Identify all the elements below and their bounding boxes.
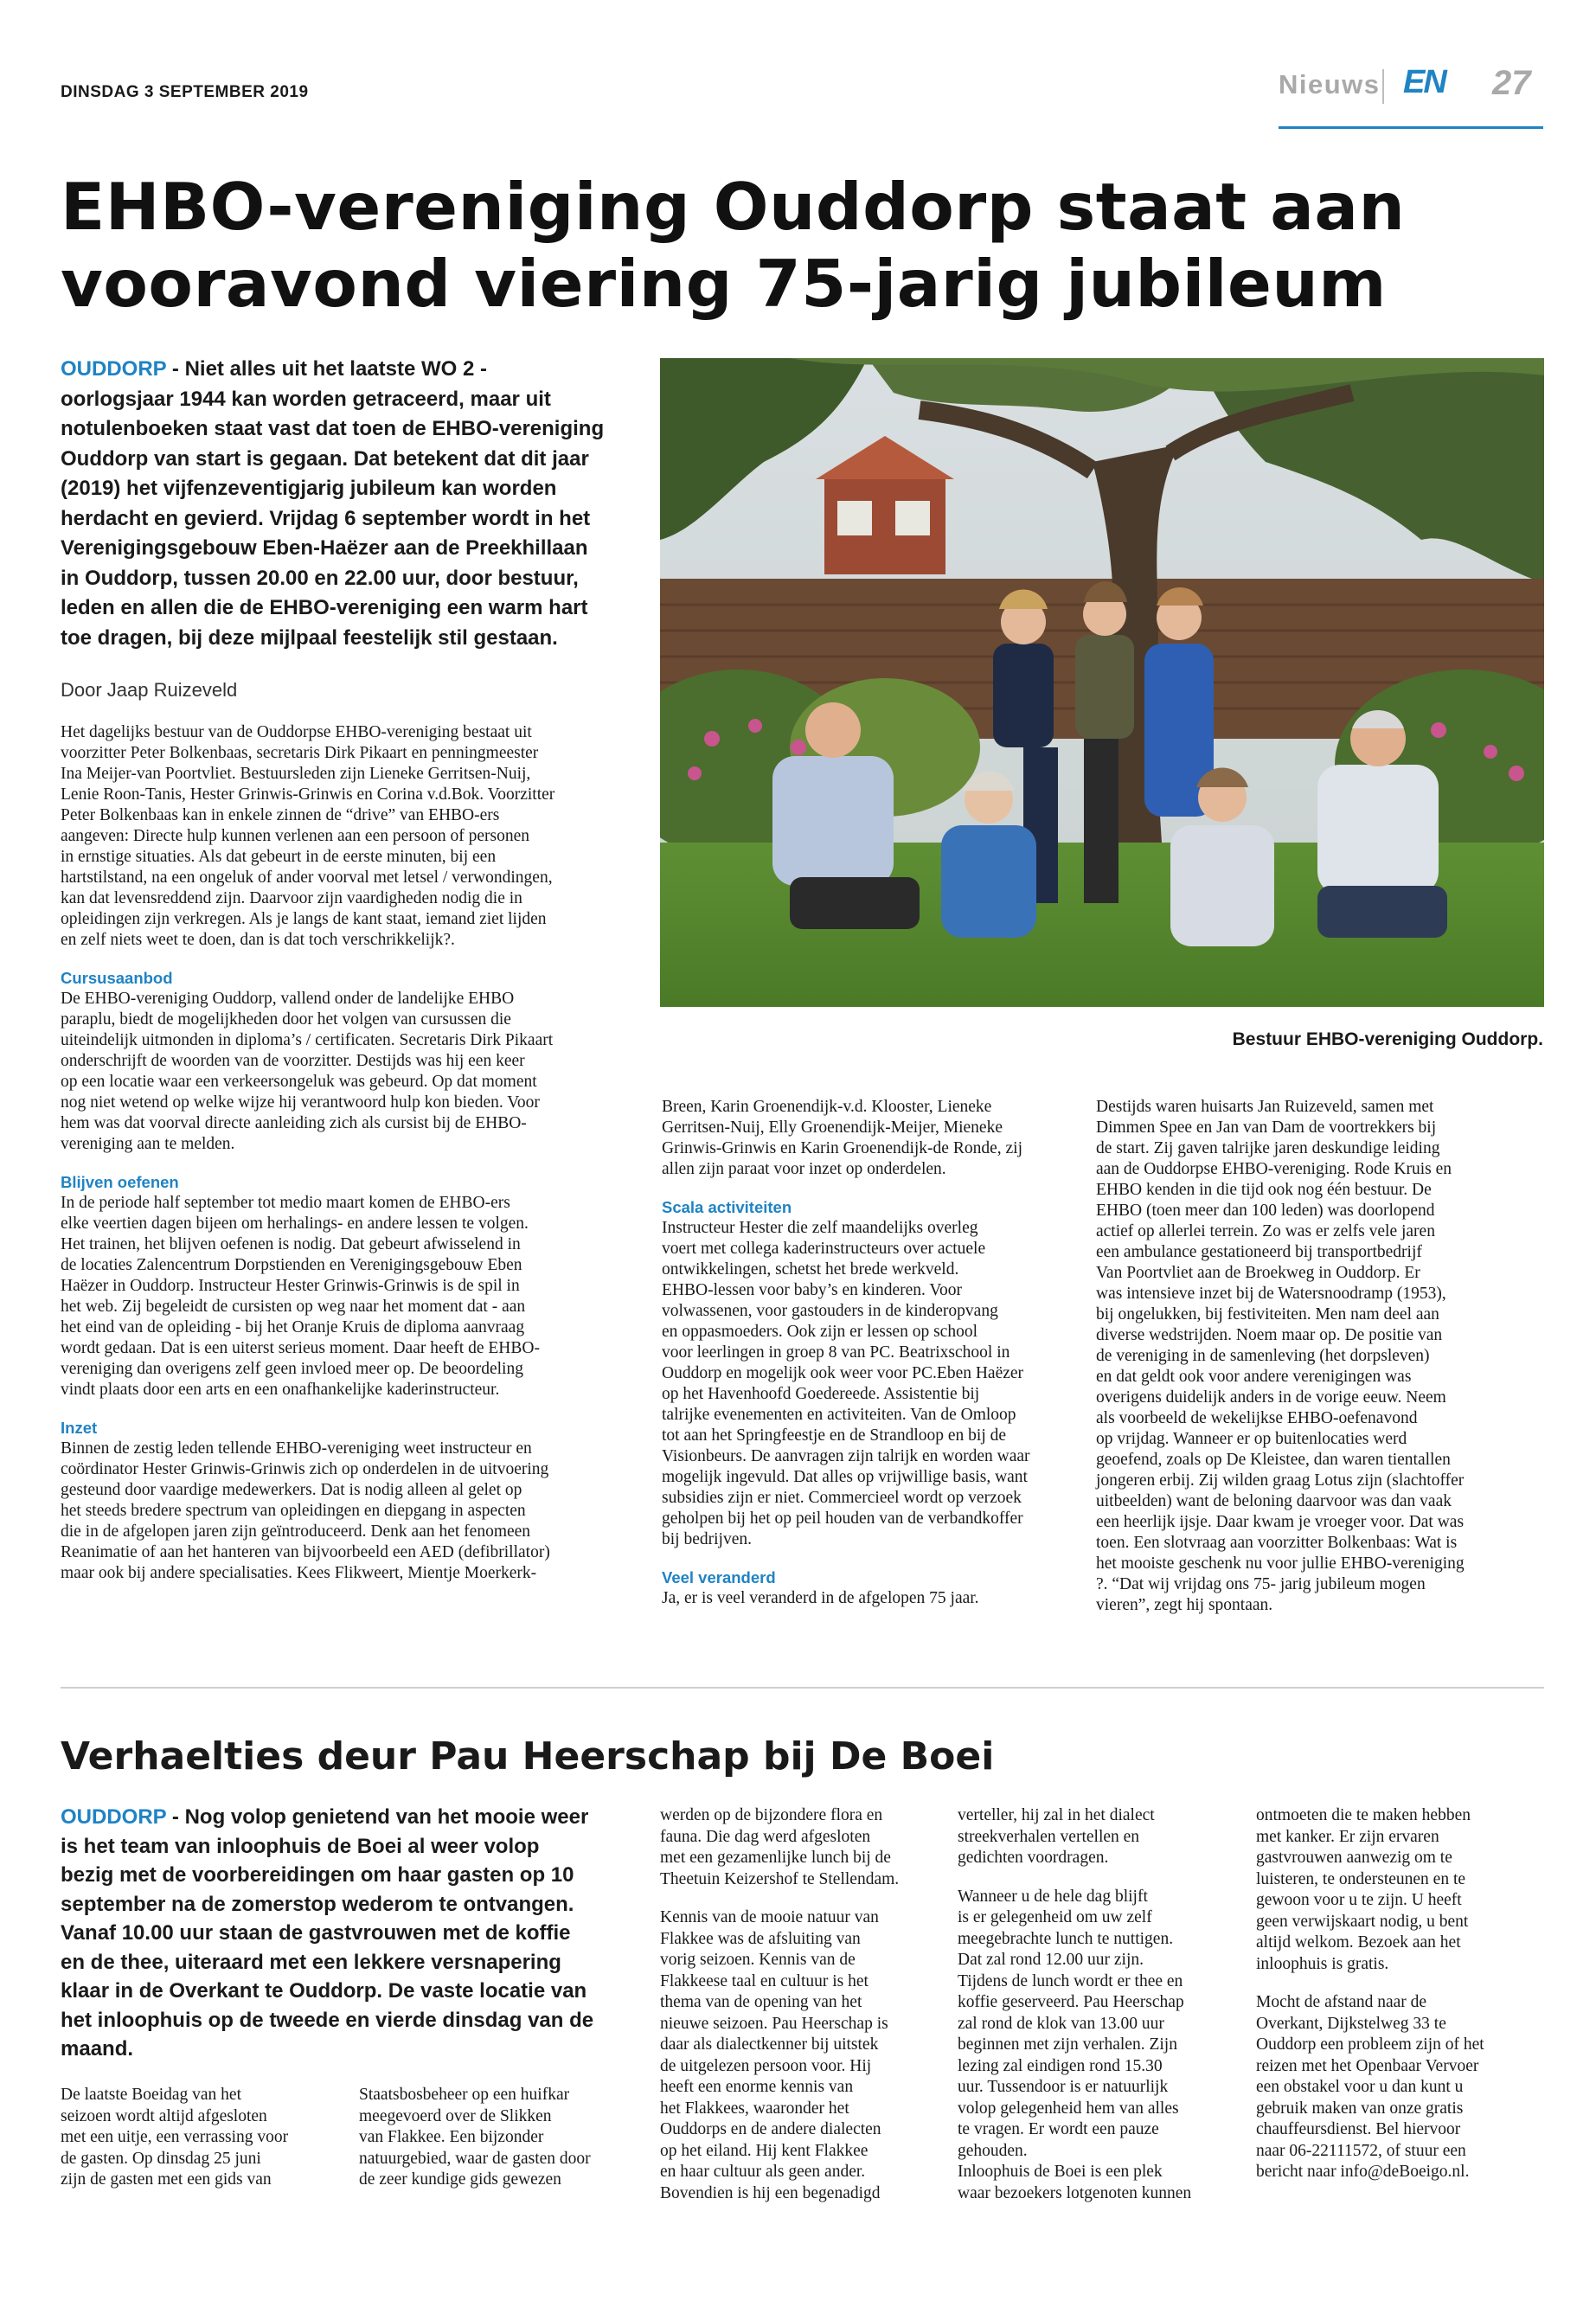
subheading: Veel veranderd [662,1568,776,1586]
body-line: altijd welkom. Bezoek aan het [1256,1933,1461,1952]
body-line: Dat zal rond 12.00 uur zijn. [958,1951,1144,1969]
lead-line: klaar in de Overkant te Ouddorp. De vaste locatie van [61,1979,587,2003]
body-line: overigens duidelijk anders in de vorige eeuw. Neem [1096,1388,1446,1407]
body-line: geen verwijskaart nodig, u bent [1256,1912,1469,1931]
body-line: zal rond de klok van 13.00 uur [958,2014,1164,2033]
body-line: Breen, Karin Groenendijk-v.d. Klooster, Lieneke [662,1098,992,1116]
body-line: nieuwe seizoen. Pau Heerschap is [660,2014,888,2033]
body-line: Flakkeese taal en cultuur is het [660,1971,869,1990]
lead-line: Ouddorp van start is gegaan. Dat betekent dat dit jaar [61,446,589,471]
body-line: gesteund door vaardige medewerkers. Dat is nodig alleen al gelet op [61,1481,522,1499]
body-line: coördinator Hester Grinwis-Grinwis zich op onderdelen in de uitvoering [61,1460,549,1478]
body-line: en oppasmoeders. Ook zijn er lessen op school [662,1323,977,1341]
body-line: de locaties Zalencentrum Dorpstienden en Verenigingsgebouw Eben [61,1256,522,1274]
body-line: Destijds waren huisarts Jan Ruizeveld, samen met [1096,1098,1434,1116]
body-line: gedichten voordragen. [958,1849,1109,1867]
body-line: meegevoerd over de Slikken [359,2106,552,2125]
group-photo [660,358,1544,1007]
body-line: daar als dialectkenner bij uitstek [660,2035,879,2054]
body-line: seizoen wordt altijd afgesloten [61,2106,267,2125]
body-line: het steeds bredere spectrum van opleidingen en diepgang in aspecten [61,1502,526,1520]
headline-line: vooravond viering 75-jarig jubileum [61,246,1387,322]
lead-line: toe dragen, bij deze mijlpaal feestelijk stil gestaan. [61,625,558,650]
body-line: Overkant, Dijkstelweg 33 te [1256,2014,1446,2033]
paragraph [61,2085,346,2191]
lead-text: - Niet alles uit het laatste WO 2 - [166,357,487,381]
paragraph [662,1097,1094,1180]
body-line: opleidingen zijn verkregen. Als je langs de kant staat, iemand ziet lijden [61,910,547,928]
body-line: zijn de gasten met een gids van [61,2170,272,2189]
body-line: diverse wedstrijden. Noem maar op. De positie van [1096,1326,1443,1344]
body-line: reizen met het Openbaar Vervoer [1256,2056,1479,2075]
body-line: vieren”, zegt hij spontaan. [1096,1596,1273,1614]
body-line: paraplu, biedt de mogelijkheden door het volgen van cursussen die [61,1010,511,1029]
body-line: maar ook bij andere specialisaties. Kees Flikweert, Mientje Moerkerk- [61,1564,537,1582]
body-line: De EHBO-vereniging Ouddorp, vallend onder de landelijke EHBO [61,990,515,1008]
paragraph [61,989,649,1155]
paragraph [660,1907,945,2204]
body-line: volop gelegenheid hem van alles [958,2099,1179,2118]
paragraph [61,722,649,951]
body-line: voert met collega kaderinstructeurs over actuele [662,1240,986,1258]
lead-line: september na de zomerstop wederom te ontvangen. [61,1892,574,1916]
body-line: Bovendien is hij een begenadigd [660,2183,881,2202]
body-line: inloophuis is gratis. [1256,1954,1389,1973]
body-line: Ouddorps en de andere dialecten [660,2120,881,2138]
section-label: Nieuws [1279,69,1381,99]
body-line: de vereniging in de samenleving (het dorpsleven) [1096,1347,1430,1365]
body-line: een heerlijk ijsje. Daar kwam je vroeger voor. Dat was [1096,1513,1465,1531]
lead-lines [61,385,649,654]
body-line: bij ongelukken, bij festiviteiten. Men nam deel aan [1096,1305,1439,1324]
body-line: voorzitter Peter Bolkenbaas, secretaris Dirk Pikaart en penningmeester [61,744,539,762]
paragraph [1256,1992,1550,2183]
headline-line: EHBO-vereniging Ouddorp staat aan [61,169,1406,245]
article2-column-1 [61,2085,346,2191]
body-line: Kennis van de mooie natuur van [660,1908,879,1926]
body-line: en haar cultuur als geen ander. [660,2163,866,2181]
paragraph [1096,1097,1546,1616]
body-line: hartstilstand, na een ongeluk of ander voorval met letsel / verwondingen, [61,868,553,887]
body-line: met een gezamenlijke lunch bij de [660,1849,891,1867]
body-line: voor leerlingen in groep 8 van PC. Beatrixschool in [662,1343,1010,1362]
body-line: Ja, er is veel veranderd in de afgelopen 75 jaar. [662,1589,979,1607]
byline: Door Jaap Ruizeveld [61,679,238,701]
body-line: Mocht de afstand naar de [1256,1993,1427,2011]
lead-line: het inloophuis op de tweede en vierde dinsdag van de [61,2008,594,2032]
body-line: gehouden. [958,2141,1028,2160]
article2-column-5 [1256,1805,1550,2183]
body-line: geholpen bij het op peil houden van de verbandkoffer [662,1509,1023,1528]
paragraph [662,1588,1094,1609]
body-line: was intensieve inzet bij de Watersnoodramp (1953), [1096,1285,1446,1303]
body-line: ontmoeten die te maken hebben [1256,1806,1471,1824]
subheading: Cursusaanbod [61,969,173,987]
paragraph [61,1193,649,1400]
paragraph [1256,1805,1550,1975]
body-line: EHBO (toen meer dan 100 leden) was doorlopend [1096,1202,1435,1220]
paragraph [660,1805,945,1890]
body-line: Instructeur Hester die zelf maandelijks overleg [662,1219,978,1237]
article-column-3 [1096,1097,1546,1616]
body-line: natuurgebied, waar de gasten door [359,2149,591,2168]
article-column-1 [61,722,649,1584]
body-line: is er gelegenheid om uw zelf [958,1908,1152,1926]
body-line: naar 06-22111572, of stuur een [1256,2141,1466,2160]
lead-line: en de thee, uiteraard met een lekkere versnapering [61,1950,561,1974]
lead-line: bezig met de voorbereidingen om haar gasten op 10 [61,1863,574,1887]
body-line: een ambulance gestationeerd bij transportbedrijf [1096,1243,1422,1261]
paragraph-gap [660,1890,945,1907]
body-line: bericht naar info@deBoeigo.nl. [1256,2163,1470,2181]
body-line: Dimmen Spee en Jan van Dam de voortrekkers bij [1096,1118,1437,1137]
body-line: uiteindelijk uitmonden in diploma’s / certificaten. Secretaris Dirk Pikaart [61,1031,554,1049]
body-line: kan dat levensreddend zijn. Daarvoor zijn vaardigheden nodig die in [61,889,522,907]
body-line: met een uitje, een verrassing voor [61,2128,289,2146]
lead-lines [61,1832,657,2064]
body-line: Staatsbosbeheer op een huifkar [359,2086,570,2104]
subheading: Blijven oefenen [61,1173,179,1191]
body-line: op het Havenhoofd Goedereede. Assistentie bij [662,1385,980,1403]
body-line: werden op de bijzondere flora en [660,1806,883,1824]
header-rule [1279,126,1543,129]
article2-column-3 [660,1805,945,2204]
body-line: Binnen de zestig leden tellende EHBO-vereniging weet instructeur en [61,1439,532,1458]
body-line: streekverhalen vertellen en [958,1827,1140,1846]
body-line: het web. Zij begeleidt de cursisten op weg naar het moment dat - aan [61,1298,526,1316]
paragraph [958,1887,1252,2205]
body-line: Ouddorp en mogelijk ook weer voor PC.Eben Haëzer [662,1364,1024,1382]
body-line: hem was dat voorval directe aanleiding zich als cursist bij de EHBO- [61,1114,527,1132]
body-line: talrijke evenementen en activiteiten. Van de Omloop [662,1406,1016,1424]
body-line: tot aan het Springfeestje en de Strandloop en bij de [662,1426,1007,1445]
photo-caption: Bestuur EHBO-vereniging Ouddorp. [1232,1029,1543,1049]
body-line: Lenie Roon-Tanis, Hester Grinwis-Grinwis en Corina v.d.Bok. Voorzitter [61,785,555,804]
body-line: nog niet wetend op welke wijze hij verantwoord hulp kon bieden. Voor [61,1093,540,1112]
body-line: onderschrijft de woorden van de voorzitter. Destijds was hij een keer [61,1052,525,1070]
lead-line: Vanaf 10.00 uur staan de gastvrouwen met de koffie [61,1921,571,1945]
paragraph [662,1218,1094,1550]
body-line: EHBO kenden in die tijd ook nog één bestuur. De [1096,1181,1432,1199]
article2-headline: Verhaelties deur Pau Heerschap bij De Boei [61,1734,995,1779]
body-line: ?. “Dat wij vrijdag ons 75- jarig jubileum mogen [1096,1575,1426,1593]
body-line: lezing zal eindigen rond 15.30 [958,2056,1163,2075]
body-line: aangeven: Directe hulp kunnen verlenen aan een persoon of personen [61,827,529,845]
body-line: beginnen met zijn verhalen. Zijn [958,2035,1177,2054]
article-headline [61,169,1548,323]
body-line: vereniging dan overigens zelf geen invloed meer op. De beoordeling [61,1360,523,1378]
body-line: Theetuin Keizershof te Stellendam. [660,1869,900,1888]
body-line: gastvrouwen aanwezig om te [1256,1849,1452,1867]
lead-line: notulenboeken staat vast dat toen de EHBO-vereniging [61,417,605,440]
body-line: bij bedrijven. [662,1530,752,1548]
body-line: koffie geserveerd. Pau Heerschap [958,1993,1184,2011]
lead-line: leden en allen die de EHBO-vereniging een warm hart [61,596,588,619]
lead-line: maand. [61,2037,134,2061]
body-line: te vragen. Er wordt een pauze [958,2120,1159,2138]
paragraph-gap [958,1869,1252,1887]
body-line: Wanneer u de hele dag blijft [958,1887,1148,1906]
body-line: Het trainen, het blijven oefenen is nodig. Dat gebeurt afwisselend in [61,1235,521,1253]
paragraph [359,2085,644,2191]
body-line: thema van de opening van het [660,1993,862,2011]
body-line: op een locatie waar een verkeersongeluk was gebeurd. Op dat moment [61,1073,537,1091]
article-divider [61,1687,1544,1689]
body-line: jongeren erbij. Zij wilden graag Lotus zijn (slachtoffer [1096,1471,1465,1490]
subheading: Inzet [61,1419,98,1437]
lead-line: is het team van inloophuis de Boei al weer volop [61,1834,540,1858]
body-line: Gerritsen-Nuij, Elly Groenendijk-Meijer, Mieneke [662,1118,1003,1137]
body-line: chauffeursdienst. Bel hiervoor [1256,2120,1461,2138]
body-line: ontwikkelingen, schetst het brede werkveld. [662,1260,959,1279]
paragraph [958,1805,1252,1869]
body-line: een obstakel voor u dan kunt u [1256,2078,1464,2096]
subheading: Scala activiteiten [662,1198,792,1216]
body-line: toen. Een slotvraag aan voorzitter Bolkenbaas: Wat is [1096,1534,1458,1552]
body-line: het mooiste geschenk nu voor jullie EHBO-vereniging [1096,1554,1465,1573]
body-line: Visionbeurs. De aanvragen zijn talrijk en worden waar [662,1447,1030,1465]
body-line: Peter Bolkenbaas kan in enkele zinnen de “drive” van EHBO-ers [61,806,500,824]
body-line: EHBO-lessen voor baby’s en kinderen. Voor [662,1281,962,1299]
body-line: elke veertien dagen bijeen om herhalings- en andere lessen te volgen. [61,1215,529,1233]
body-line: de start. Zij gaven talrijke jaren deskundige leiding [1096,1139,1440,1157]
lead-line: (2019) het vijfenzeventigjarig jubileum kan worden [61,477,557,500]
body-line: geoefend, zoals op De Kleistee, dan waren tientallen [1096,1451,1451,1469]
body-line: allen zijn paraat voor inzet op onderdelen. [662,1160,946,1178]
body-line: fauna. Die dag werd afgesloten [660,1827,871,1846]
body-line: aan de Ouddorpse EHBO-vereniging. Rode Kruis en [1096,1160,1452,1178]
dateline-location: OUDDORP [61,357,167,381]
body-line: van Flakkee. Een bijzonder [359,2128,544,2146]
body-line: gewoon voor u te zijn. U heeft [1256,1891,1462,1909]
body-line: vereniging aan te melden. [61,1135,235,1153]
body-line: Inloophuis de Boei is een plek [958,2163,1163,2181]
body-line: het eind van de opleiding - bij het Oranje Kruis de diploma aanvraag [61,1318,525,1336]
body-line: meegebrachte lunch te nuttigen. [958,1929,1174,1948]
article2-column-2 [359,2085,644,2191]
body-line: in ernstige situaties. Als dat gebeurt in de eerste minuten, bij een [61,848,497,866]
body-line: Het dagelijks bestuur van de Ouddorpse EHBO-vereniging bestaat uit [61,723,532,741]
body-line: Reanimatie of aan het hanteren van bijvoorbeeld een AED (defibrillator) [61,1543,550,1561]
dateline-location: OUDDORP [61,1805,167,1829]
body-line: het Flakkees, waaronder het [660,2099,849,2118]
body-line: luisteren, te ondersteunen en te [1256,1869,1466,1888]
article2-column-4 [958,1805,1252,2204]
body-line: heeft een enorme kennis van [660,2078,854,2096]
body-line: als voorbeeld de wekelijkse EHBO-oefenavond [1096,1409,1418,1427]
body-line: de gasten. Op dinsdag 25 juni [61,2149,261,2168]
article-lead [61,355,649,653]
newspaper-logo: EN [1403,64,1445,100]
body-line: actief op allerlei terrein. Zo was er zelfs vele jaren [1096,1222,1435,1240]
body-line: waar bezoekers lotgenoten kunnen [958,2183,1192,2202]
body-line: Ina Meijer-van Poortvliet. Bestuursleden zijn Lieneke Gerritsen-Nuij, [61,765,531,783]
body-line: de uitgelezen persoon voor. Hij [660,2056,872,2075]
article2-lead [61,1803,657,2064]
lead-line: herdacht en gevierd. Vrijdag 6 september wordt in het [61,506,591,530]
body-line: uitbeelden) want de beloning daarvoor was dan vaak [1096,1492,1452,1510]
body-line: vorig seizoen. Kennis van de [660,1951,856,1969]
body-line: op vrijdag. Wanneer er op buitenlocaties werd [1096,1430,1407,1448]
body-line: Flakkee was de afsluiting van [660,1929,861,1948]
body-line: die in de afgelopen jaren zijn geïntroduceerd. Denk aan het fenomeen [61,1522,531,1541]
page-number: 27 [1492,64,1531,102]
body-line: mogelijk ingevuld. Dat alles op vrijwillige basis, want [662,1468,1028,1486]
body-line: De laatste Boeidag van het [61,2086,242,2104]
body-line: Van Poortvliet aan de Broekweg in Ouddorp. Er [1096,1264,1420,1282]
body-line: In de periode half september tot medio maart komen de EHBO-ers [61,1194,510,1212]
lead-text: - Nog volop genietend van het mooie weer [166,1805,589,1829]
lead-line: oorlogsjaar 1944 kan worden getraceerd, maar uit [61,387,551,411]
body-line: en zelf niets weet te doen, dan is dat toch verschrikkelijk?. [61,931,455,949]
paragraph-gap [1256,1975,1550,1992]
body-line: subsidies zijn er niet. Commercieel wordt op verzoek [662,1489,1022,1507]
lead-line: in Ouddorp, tussen 20.00 en 22.00 uur, door bestuur, [61,566,579,590]
article-column-2 [662,1097,1094,1609]
header-separator [1382,69,1384,104]
body-line: met kanker. Er zijn ervaren [1256,1827,1439,1846]
group-photo-illustration [660,358,1544,1007]
body-line: Tijdens de lunch wordt er thee en [958,1971,1183,1990]
body-line: de zeer kundige gids gewezen [359,2170,561,2189]
lead-line: Verenigingsgebouw Eben-Haëzer aan de Preekhillaan [61,536,588,560]
body-line: en dat geldt ook voor andere verenigingen was [1096,1368,1412,1386]
body-line: wordt gedaan. Dat is een uiterst serieus moment. Daar heeft de EHBO- [61,1339,540,1357]
issue-date: DINSDAG 3 SEPTEMBER 2019 [61,83,309,101]
body-line: vindt plaats door een arts en een onafhankelijke kaderinstructeur. [61,1381,500,1399]
body-line: verteller, hij zal in het dialect [958,1806,1155,1824]
body-line: volwassenen, voor gastouders in de kinderopvang [662,1302,998,1320]
paragraph [61,1439,649,1584]
body-line: Grinwis-Grinwis en Karin Groenendijk-de Ronde, zij [662,1139,1022,1157]
body-line: op het eiland. Hij kent Flakkee [660,2141,869,2160]
body-line: Haëzer in Ouddorp. Instructeur Hester Grinwis-Grinwis is de spil in [61,1277,520,1295]
body-line: uur. Tussendoor is er natuurlijk [958,2078,1169,2096]
body-line: Ouddorp een probleem zijn of het [1256,2035,1484,2054]
body-line: gebruik maken van onze gratis [1256,2099,1464,2118]
